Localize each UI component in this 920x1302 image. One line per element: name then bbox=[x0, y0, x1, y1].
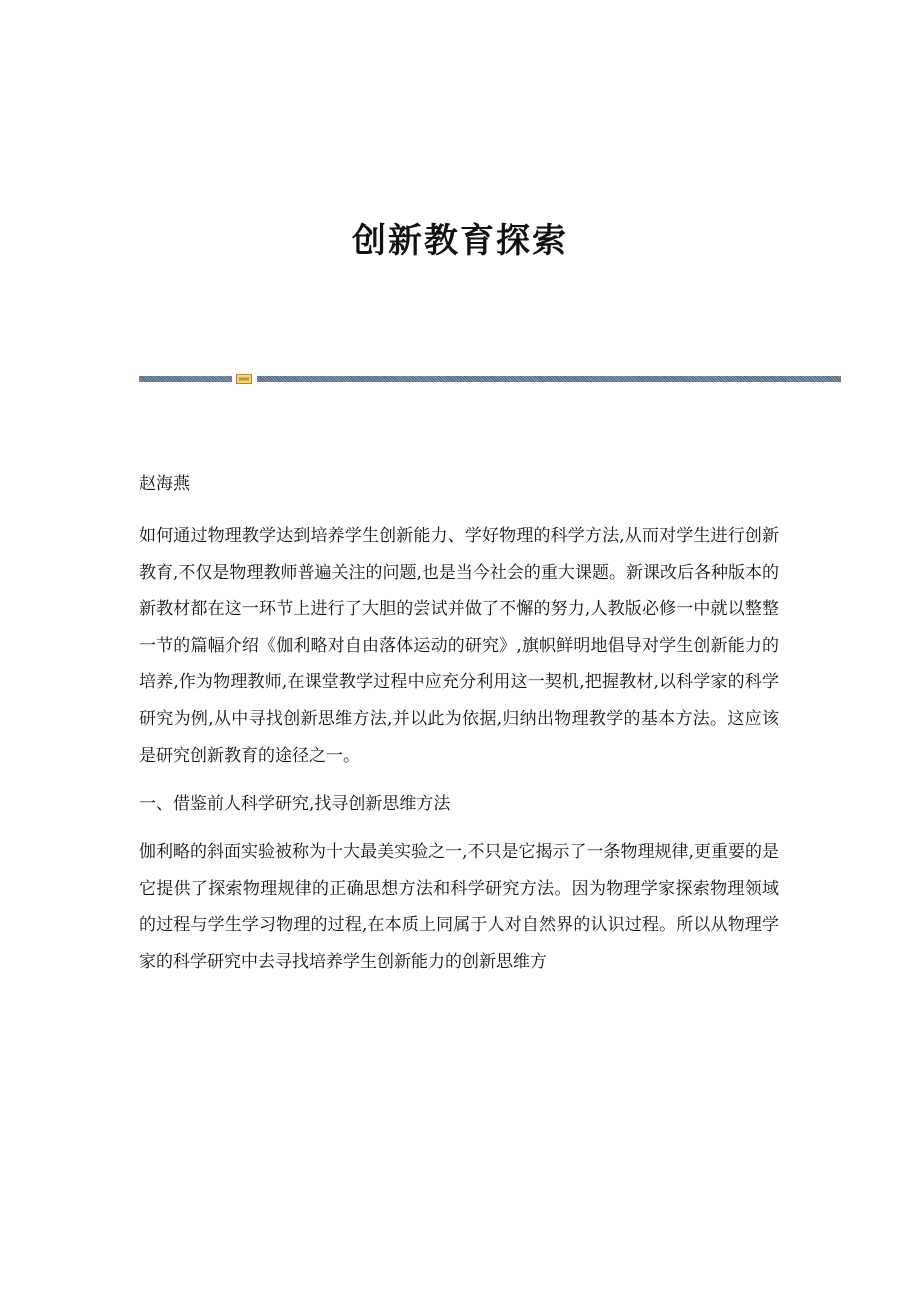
author-name: 赵海燕 bbox=[139, 474, 190, 494]
divider-bar-right bbox=[257, 376, 841, 382]
intro-paragraph: 如何通过物理教学达到培养学生创新能力、学好物理的科学方法,从而对学生进行创新教育,不仅是物理教师普遍关注的问题,也是当今社会的重大课题。新课改后各种版本的新教材都在这一环节上进行了大胆的尝试并做了不懈的努力,人教版必修一中就以整整一节的篇幅介绍《伽利略对自由落体运动的研究》,旗帜鲜明地倡导对学生创新能力的培养,作为物理教师,在课堂教学过程中应充分利用这一契机,把握教材,以科学家的科学研究为例,从中寻找创新思维方法,并以此为依据,归纳出物理教学的基本方法。这应该是研究创新教育的途径之一。 bbox=[139, 526, 779, 766]
divider-ornament-icon bbox=[236, 374, 252, 384]
document-title: 创新教育探索 bbox=[352, 221, 568, 261]
divider-bar-left bbox=[139, 376, 232, 382]
section-paragraph: 伽利略的斜面实验被称为十大最美实验之一,不只是它揭示了一条物理规律,更重要的是它提供了探索物理规律的正确思想方法和科学研究方法。因为物理学家探索物理领域的过程与学生学习物理的过程,在本质上同属于人对自然界的认识过程。所以从物理学家的科学研究中去寻找培养学生创新能力的创新思维方 bbox=[139, 842, 779, 972]
title-divider bbox=[139, 374, 841, 384]
document-body bbox=[139, 466, 779, 993]
section-heading: 一、借鉴前人科学研究,找寻创新思维方法 bbox=[139, 794, 451, 815]
